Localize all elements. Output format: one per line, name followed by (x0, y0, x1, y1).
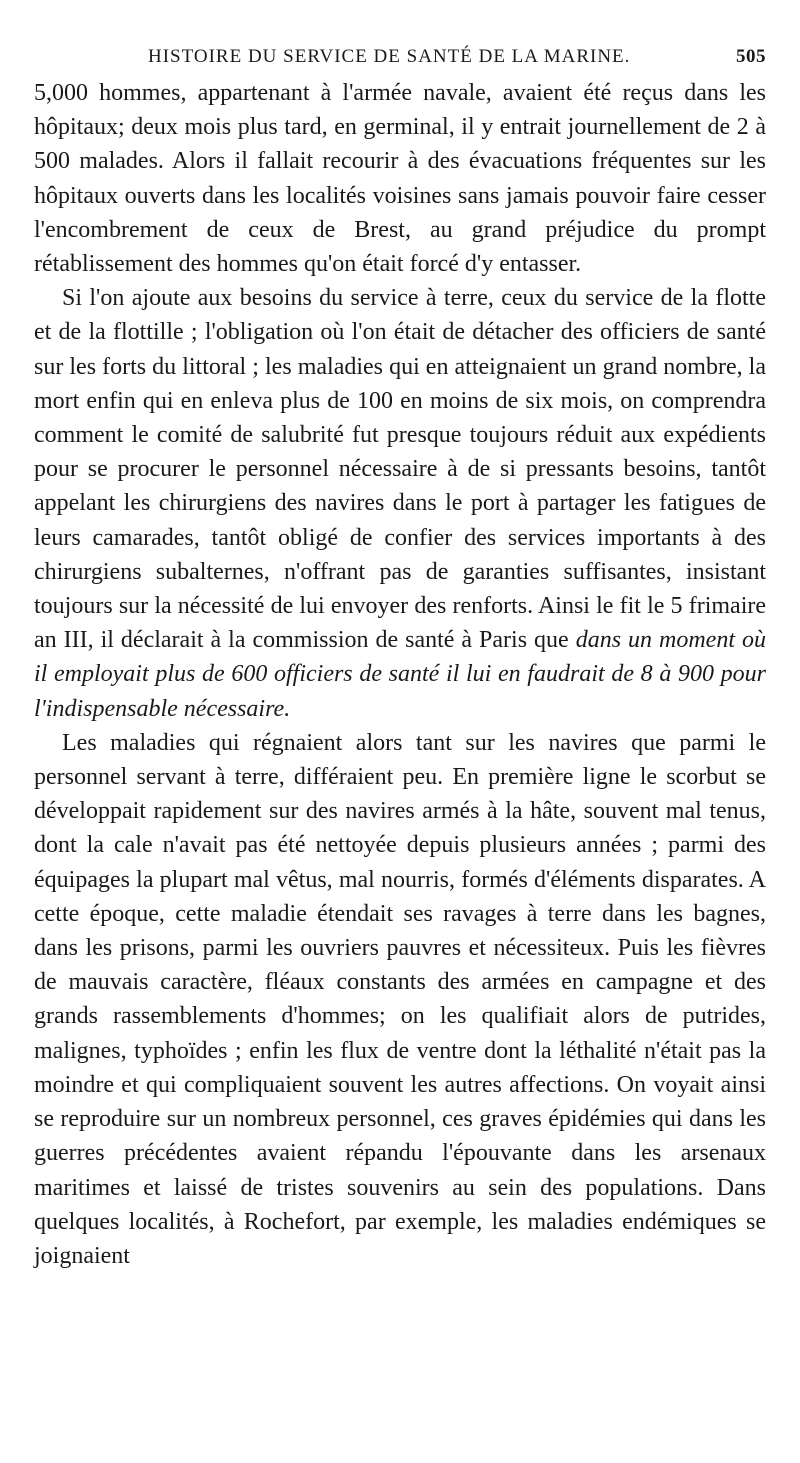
paragraph-2-text: Si l'on ajoute aux besoins du service à terre, ceux du service de la flotte et de la flottille ; l'obligation où l'on était de détacher des officiers de santé sur les forts du littoral ; les maladies qui en atteignaient un grand nombre, la mort enfin qui en enleva plus de 100 en moins de six mois, on comprendra comment le comité de salubrité fut presque toujours réduit aux expédients pour se procurer le personnel nécessaire à de si pressants besoins, tantôt appelant les chirurgiens des navires dans le port à partager les fatigues de leurs camarades, tantôt obligé de confier des services importants à des chirurgiens subalternes, n'offrant pas de garanties suffisantes, insistant toujours sur la nécessité de lui envoyer des renforts. Ainsi le fit le 5 frimaire an III, il déclarait à la commission de santé à Paris que (34, 285, 766, 654)
paragraph-3: Les maladies qui régnaient alors tant sur les navires que parmi le personnel servant à terre, différaient peu. En première ligne le scorbut se développait rapidement sur des navires armés à la hâte, souvent mal tenus, dont la cale n'avait pas été nettoyée depuis plusieurs années ; parmi des équipages la plupart mal vêtus, mal nourris, formés d'éléments disparates. A cette époque, cette maladie étendait ses ravages à terre dans les bagnes, dans les prisons, parmi les ouvriers pauvres et nécessiteux. Puis les fièvres de mauvais caractère, fléaux constants des armées en campagne et des grands rassemblements d'hommes; on les qualifiait alors de putrides, malignes, typhoïdes ; enfin les flux de ventre dont la léthalité n'était pas la moindre et qui compliquaient souvent les autres affections. On voyait ainsi se reproduire sur un nombreux personnel, ces graves épidémies qui dans les guerres précédentes avaient répandu l'épouvante dans les arsenaux maritimes et laissé de tristes souvenirs au sein des populations. Dans quelques localités, à Rochefort, par exemple, les maladies endémiques se joignaient (34, 729, 766, 1269)
page-number: 505 (736, 46, 766, 67)
paragraph-2-italic-quote: dans un moment où il employait plus de 600 officiers de santé il lui en faudrait de 8 à 900 pour l'indispensable nécessaire. (34, 627, 766, 722)
body-text (34, 76, 766, 1273)
running-head: HISTOIRE DU SERVICE DE SANTÉ DE LA MARINE. (148, 46, 631, 67)
paragraph-1: 5,000 hommes, appartenant à l'armée navale, avaient été reçus dans les hôpitaux; deux mois plus tard, en germinal, il y entrait journellement de 2 à 500 malades. Alors il fallait recourir à des évacuations fréquentes sur les hôpitaux ouverts dans les localités voisines sans jamais pouvoir faire cesser l'encombrement de ceux de Brest, au grand préjudice du prompt rétablissement des hommes qu'on était forcé d'y entasser. (34, 80, 766, 278)
document-page (34, 44, 766, 1273)
paragraph-2 (34, 281, 766, 726)
page-header (34, 44, 766, 76)
